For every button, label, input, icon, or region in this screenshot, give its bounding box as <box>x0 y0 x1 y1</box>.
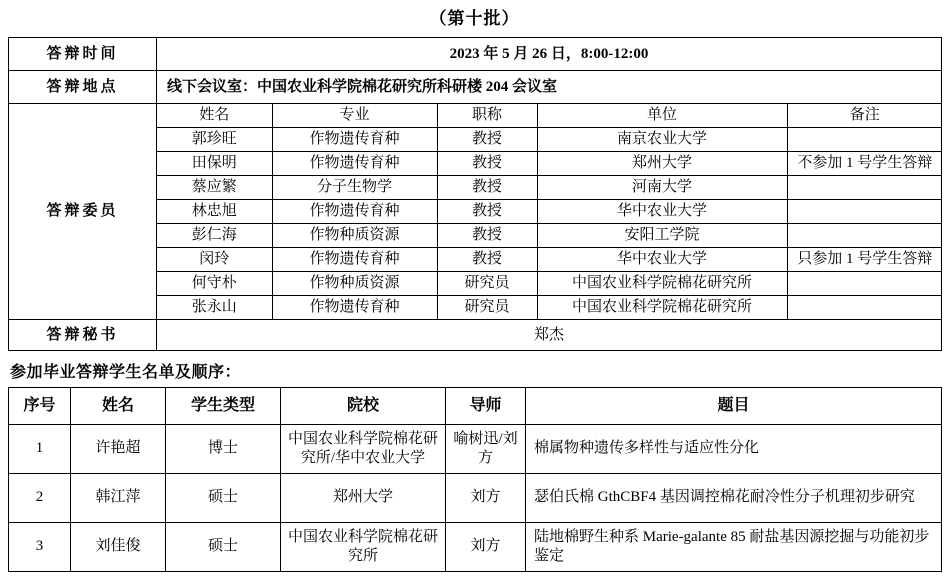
committee-table <box>157 104 942 319</box>
committee-member-note <box>787 128 942 152</box>
committee-header-note: 备注 <box>787 104 942 128</box>
table-row <box>9 104 942 320</box>
student-header-type: 学生类型 <box>166 388 281 425</box>
student-school: 中国农业科学院棉花研究所/华中农业大学 <box>281 425 446 474</box>
committee-member-major: 作物遗传育种 <box>272 200 437 224</box>
committee-member-name: 郭珍旺 <box>157 128 272 152</box>
student-school: 中国农业科学院棉花研究所 <box>281 523 446 572</box>
student-type: 博士 <box>166 425 281 474</box>
table-row <box>157 200 942 224</box>
defense-location-label: 答辩地点 <box>9 71 157 104</box>
committee-member-unit: 南京农业大学 <box>537 128 787 152</box>
committee-header-name: 姓名 <box>157 104 272 128</box>
student-header-row <box>9 388 942 425</box>
committee-member-name: 蔡应繁 <box>157 176 272 200</box>
committee-member-unit: 华中农业大学 <box>537 248 787 272</box>
committee-member-note: 只参加 1 号学生答辩 <box>787 248 942 272</box>
student-name: 韩江萍 <box>71 474 166 523</box>
student-header-school: 院校 <box>281 388 446 425</box>
committee-member-title: 教授 <box>437 128 537 152</box>
student-list-table <box>8 387 942 572</box>
student-no: 2 <box>9 474 71 523</box>
table-row <box>157 128 942 152</box>
table-row <box>9 320 942 351</box>
student-advisor: 刘方 <box>446 523 526 572</box>
committee-header-major: 专业 <box>272 104 437 128</box>
student-topic: 棉属物种遗传多样性与适应性分化 <box>526 425 942 474</box>
student-topic: 瑟伯氏棉 GthCBF4 基因调控棉花耐冷性分子机理初步研究 <box>526 474 942 523</box>
defense-info-table <box>8 37 942 351</box>
committee-member-unit: 安阳工学院 <box>537 224 787 248</box>
committee-member-note <box>787 200 942 224</box>
student-advisor: 喻树迅/刘方 <box>446 425 526 474</box>
committee-header-title: 职称 <box>437 104 537 128</box>
student-header-name: 姓名 <box>71 388 166 425</box>
secretary-label: 答辩秘书 <box>9 320 157 351</box>
student-advisor: 刘方 <box>446 474 526 523</box>
committee-member-major: 作物遗传育种 <box>272 296 437 320</box>
committee-member-name: 田保明 <box>157 152 272 176</box>
table-row <box>9 474 942 523</box>
defense-time-label: 答辩时间 <box>9 38 157 71</box>
committee-subtable-cell <box>157 104 942 320</box>
committee-member-title: 研究员 <box>437 296 537 320</box>
committee-member-name: 闵玲 <box>157 248 272 272</box>
secretary-value: 郑杰 <box>157 320 942 351</box>
committee-header-row <box>157 104 942 128</box>
committee-member-unit: 华中农业大学 <box>537 200 787 224</box>
page-title: （第十批） <box>429 9 520 28</box>
committee-member-name: 何守朴 <box>157 272 272 296</box>
committee-member-unit: 中国农业科学院棉花研究所 <box>537 272 787 296</box>
table-row <box>157 152 942 176</box>
student-header-topic: 题目 <box>526 388 942 425</box>
table-row <box>157 272 942 296</box>
student-school: 郑州大学 <box>281 474 446 523</box>
committee-member-name: 彭仁海 <box>157 224 272 248</box>
student-no: 3 <box>9 523 71 572</box>
student-name: 刘佳俊 <box>71 523 166 572</box>
student-header-no: 序号 <box>9 388 71 425</box>
defense-time-value: 2023 年 5 月 26 日，8:00-12:00 <box>157 38 942 71</box>
committee-member-major: 作物遗传育种 <box>272 128 437 152</box>
committee-member-major: 作物种质资源 <box>272 224 437 248</box>
committee-member-unit: 河南大学 <box>537 176 787 200</box>
committee-member-title: 研究员 <box>437 272 537 296</box>
student-header-advisor: 导师 <box>446 388 526 425</box>
table-row <box>9 425 942 474</box>
committee-member-note <box>787 176 942 200</box>
table-row <box>9 38 942 71</box>
table-row <box>157 296 942 320</box>
committee-member-name: 张永山 <box>157 296 272 320</box>
committee-member-note <box>787 272 942 296</box>
table-row <box>157 248 942 272</box>
table-row <box>9 523 942 572</box>
student-type: 硕士 <box>166 523 281 572</box>
committee-member-title: 教授 <box>437 224 537 248</box>
committee-member-major: 作物遗传育种 <box>272 152 437 176</box>
committee-member-unit: 郑州大学 <box>537 152 787 176</box>
committee-member-title: 教授 <box>437 176 537 200</box>
committee-member-title: 教授 <box>437 152 537 176</box>
committee-member-unit: 中国农业科学院棉花研究所 <box>537 296 787 320</box>
committee-header-unit: 单位 <box>537 104 787 128</box>
committee-label: 答辩委员 <box>9 104 157 320</box>
committee-member-name: 林忠旭 <box>157 200 272 224</box>
committee-member-note: 不参加 1 号学生答辩 <box>787 152 942 176</box>
student-topic: 陆地棉野生种系 Marie-galante 85 耐盐基因源挖掘与功能初步鉴定 <box>526 523 942 572</box>
committee-member-title: 教授 <box>437 200 537 224</box>
committee-member-major: 作物遗传育种 <box>272 248 437 272</box>
committee-member-note <box>787 224 942 248</box>
table-row <box>157 176 942 200</box>
student-no: 1 <box>9 425 71 474</box>
table-row <box>9 71 942 104</box>
defense-location-value: 线下会议室：中国农业科学院棉花研究所科研楼 204 会议室 <box>157 71 942 104</box>
committee-member-major: 分子生物学 <box>272 176 437 200</box>
committee-member-note <box>787 296 942 320</box>
committee-member-major: 作物种质资源 <box>272 272 437 296</box>
student-section-heading: 参加毕业答辩学生名单及顺序： <box>10 364 242 381</box>
table-row <box>157 224 942 248</box>
student-name: 许艳超 <box>71 425 166 474</box>
student-type: 硕士 <box>166 474 281 523</box>
committee-member-title: 教授 <box>437 248 537 272</box>
